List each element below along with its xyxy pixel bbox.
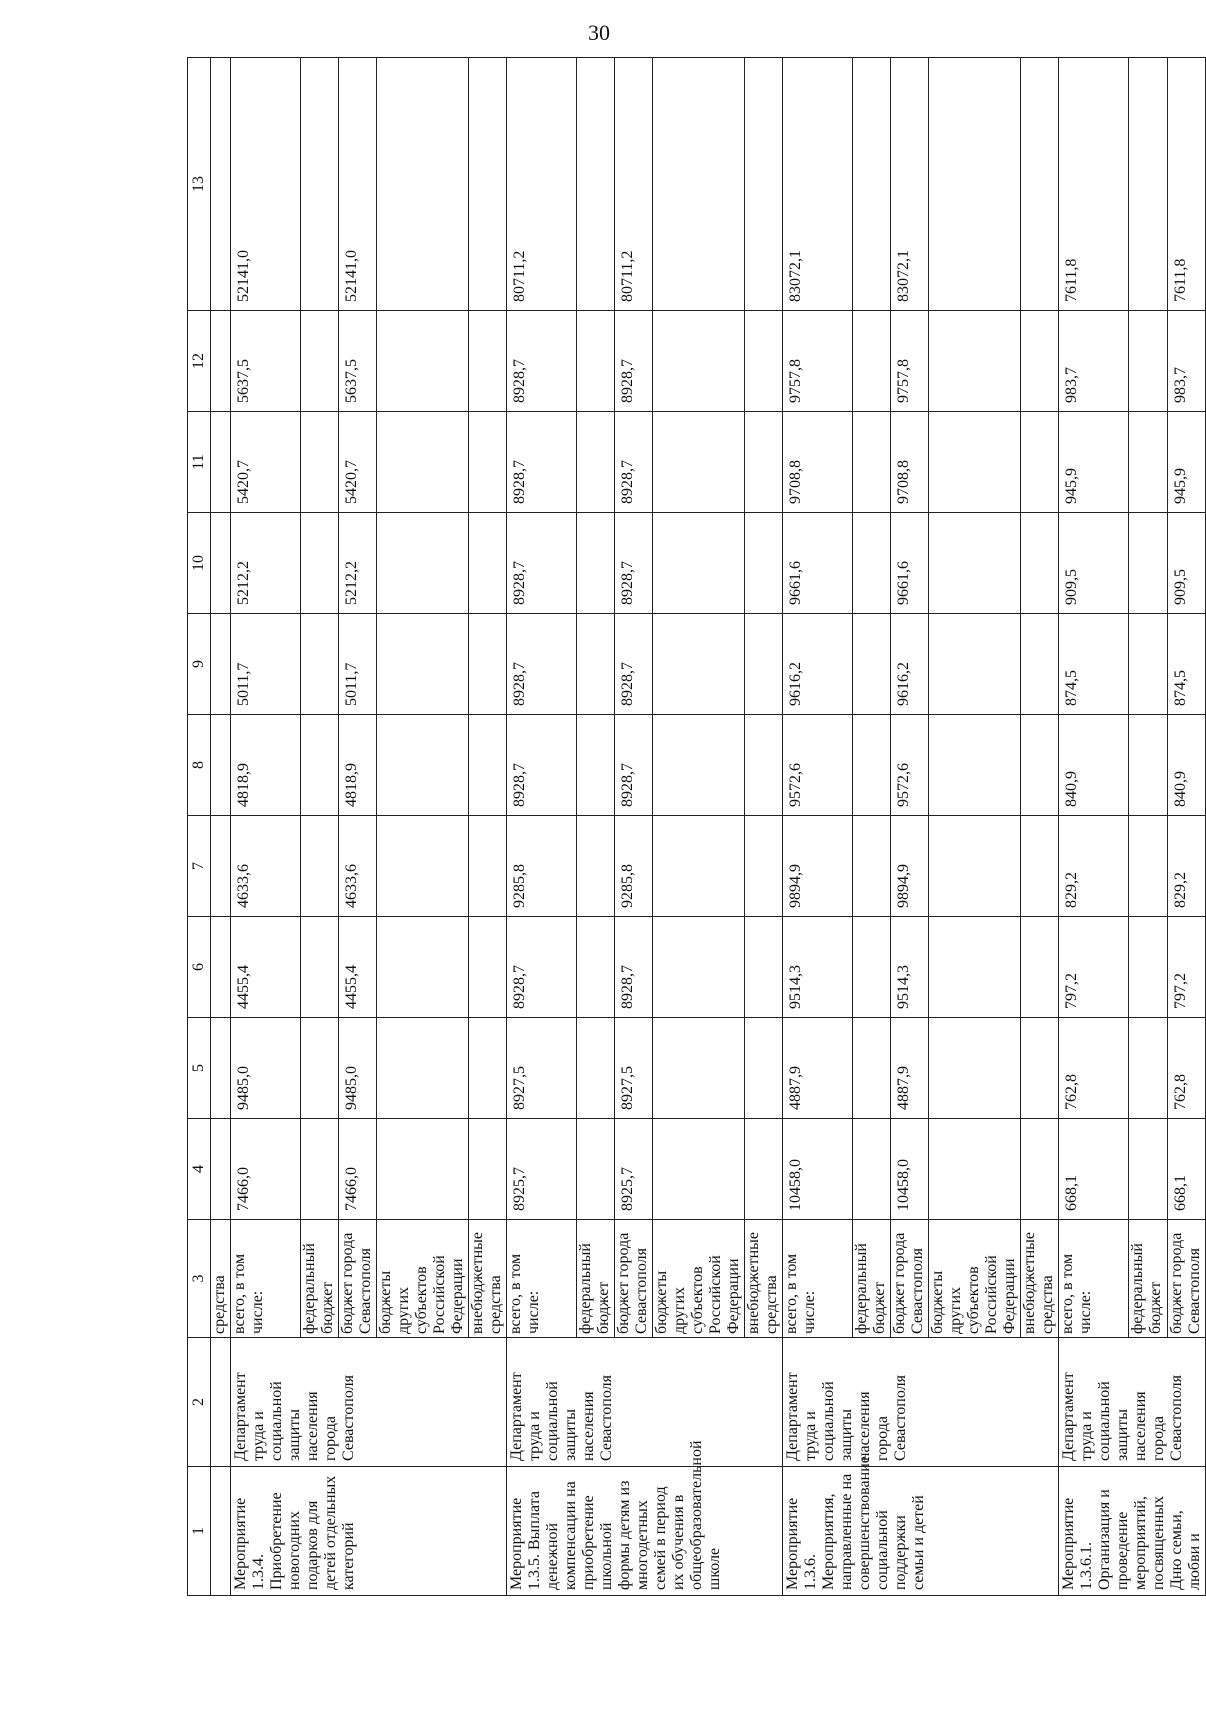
year-value-cell — [1021, 513, 1059, 614]
year-value-cell — [469, 513, 507, 614]
year-value-cell: 4887,9 — [891, 1018, 929, 1119]
carryover-cell — [211, 513, 231, 614]
year-value-cell — [745, 715, 783, 816]
year-value-cell: 5420,7 — [231, 412, 301, 513]
year-value-cell — [377, 1018, 469, 1119]
year-value-cell — [469, 917, 507, 1018]
year-value-cell — [745, 917, 783, 1018]
year-value-cell — [653, 816, 745, 917]
page-number: 30 — [588, 20, 610, 45]
year-value-cell: 8927,5 — [615, 1018, 653, 1119]
year-value-cell — [1021, 412, 1059, 513]
year-value-cell: 8925,7 — [507, 1119, 577, 1220]
funding-source-cell: бюджеты других субъектов Российской Федерации — [929, 1220, 1021, 1338]
year-value-cell: 983,7 — [1167, 311, 1205, 412]
year-value-cell: 874,5 — [1167, 614, 1205, 715]
year-value-cell — [377, 412, 469, 513]
column-header-12: 12 — [188, 311, 211, 412]
table-body — [211, 58, 1206, 1596]
year-value-cell — [469, 715, 507, 816]
year-value-cell — [577, 715, 615, 816]
year-value-cell — [577, 412, 615, 513]
year-value-cell: 5637,5 — [339, 311, 377, 412]
total-value-cell — [377, 58, 469, 311]
total-value-cell: 52141,0 — [231, 58, 301, 311]
activity-cell: Мероприятие 1.3.5. Выплата денежной компенсации на приобретение школьной формы детям из многодетных семей в период их обучения в общеобразовательной школе — [507, 1467, 783, 1596]
year-value-cell: 5212,2 — [339, 513, 377, 614]
year-value-cell: 8928,7 — [507, 412, 577, 513]
funding-source-cell: федеральный бюджет — [301, 1220, 339, 1338]
activity-cell: Мероприятие 1.3.4. Приобретение новогодних подарков для детей отдельных категорий — [231, 1467, 507, 1596]
total-value-cell — [577, 58, 615, 311]
year-value-cell — [653, 513, 745, 614]
year-value-cell — [1129, 1018, 1167, 1119]
year-value-cell — [653, 1119, 745, 1220]
year-value-cell: 8928,7 — [615, 614, 653, 715]
year-value-cell — [469, 311, 507, 412]
year-value-cell — [745, 1018, 783, 1119]
year-value-cell: 4633,6 — [231, 816, 301, 917]
year-value-cell — [853, 614, 891, 715]
year-value-cell — [1021, 715, 1059, 816]
year-value-cell: 9708,8 — [891, 412, 929, 513]
year-value-cell: 9285,8 — [615, 816, 653, 917]
year-value-cell: 5637,5 — [231, 311, 301, 412]
year-value-cell — [1021, 917, 1059, 1018]
year-value-cell: 9894,9 — [891, 816, 929, 917]
year-value-cell: 9514,3 — [891, 917, 929, 1018]
total-value-cell: 83072,1 — [783, 58, 853, 311]
total-value-cell — [653, 58, 745, 311]
year-value-cell: 4818,9 — [231, 715, 301, 816]
year-value-cell — [301, 412, 339, 513]
funding-source-cell: всего, в том числе: — [783, 1220, 853, 1338]
year-value-cell — [929, 1018, 1021, 1119]
carryover-cell — [211, 816, 231, 917]
total-value-cell — [1021, 58, 1059, 311]
carryover-cell — [211, 715, 231, 816]
year-value-cell — [377, 715, 469, 816]
year-value-cell — [301, 816, 339, 917]
year-value-cell: 9572,6 — [783, 715, 853, 816]
year-value-cell: 4633,6 — [339, 816, 377, 917]
year-value-cell: 945,9 — [1059, 412, 1129, 513]
year-value-cell — [377, 1119, 469, 1220]
year-value-cell — [1129, 412, 1167, 513]
year-value-cell: 8927,5 — [507, 1018, 577, 1119]
year-value-cell: 5011,7 — [231, 614, 301, 715]
year-value-cell — [929, 1119, 1021, 1220]
year-value-cell: 9485,0 — [339, 1018, 377, 1119]
year-value-cell: 5212,2 — [231, 513, 301, 614]
funding-source-cell: бюджет города Севастополя — [339, 1220, 377, 1338]
year-value-cell — [745, 311, 783, 412]
year-value-cell — [469, 412, 507, 513]
year-value-cell: 762,8 — [1167, 1018, 1205, 1119]
year-value-cell — [377, 614, 469, 715]
total-value-cell — [745, 58, 783, 311]
year-value-cell — [853, 412, 891, 513]
column-header-1: 1 — [188, 1467, 211, 1596]
year-value-cell: 668,1 — [1167, 1119, 1205, 1220]
total-value-cell — [1129, 58, 1167, 311]
year-value-cell — [577, 614, 615, 715]
carryover-cell — [211, 1119, 231, 1220]
column-header-9: 9 — [188, 614, 211, 715]
year-value-cell — [1021, 816, 1059, 917]
year-value-cell — [1129, 917, 1167, 1018]
year-value-cell: 840,9 — [1167, 715, 1205, 816]
year-value-cell — [1021, 614, 1059, 715]
year-value-cell: 10458,0 — [891, 1119, 929, 1220]
column-number-header — [188, 58, 211, 1596]
year-value-cell — [469, 614, 507, 715]
year-value-cell — [853, 1018, 891, 1119]
carryover-row — [211, 58, 231, 1596]
year-value-cell — [653, 412, 745, 513]
carryover-source: средства — [211, 1220, 231, 1338]
funding-source-cell: всего, в том числе: — [1059, 1220, 1129, 1338]
carryover-cell — [211, 412, 231, 513]
activity-cell: Мероприятие 1.3.6.1. Организация и проведение мероприятий, посвященных Дню семьи, любви и — [1059, 1467, 1206, 1596]
year-value-cell: 840,9 — [1059, 715, 1129, 816]
year-value-cell — [1129, 715, 1167, 816]
column-header-2: 2 — [188, 1338, 211, 1467]
year-value-cell — [745, 513, 783, 614]
funding-source-cell: бюджеты других субъектов Российской Федерации — [653, 1220, 745, 1338]
rotated-table-container — [187, 58, 1203, 1596]
year-value-cell — [1129, 311, 1167, 412]
column-header-3: 3 — [188, 1220, 211, 1338]
year-value-cell: 909,5 — [1167, 513, 1205, 614]
year-value-cell: 9616,2 — [783, 614, 853, 715]
funding-source-cell: бюджет города Севастополя — [615, 1220, 653, 1338]
table-row — [231, 58, 301, 1596]
year-value-cell — [301, 715, 339, 816]
carryover-cell — [211, 311, 231, 412]
column-header-4: 4 — [188, 1119, 211, 1220]
year-value-cell — [929, 311, 1021, 412]
year-value-cell: 9708,8 — [783, 412, 853, 513]
year-value-cell: 8928,7 — [507, 917, 577, 1018]
year-value-cell — [469, 1119, 507, 1220]
funding-source-cell: бюджет города Севастополя — [1167, 1220, 1205, 1338]
funding-source-cell: бюджет города Севастополя — [891, 1220, 929, 1338]
year-value-cell: 9572,6 — [891, 715, 929, 816]
year-value-cell: 9757,8 — [783, 311, 853, 412]
year-value-cell: 7466,0 — [339, 1119, 377, 1220]
year-value-cell: 829,2 — [1167, 816, 1205, 917]
year-value-cell: 4455,4 — [231, 917, 301, 1018]
year-value-cell: 945,9 — [1167, 412, 1205, 513]
year-value-cell — [469, 1018, 507, 1119]
year-value-cell — [1021, 311, 1059, 412]
year-value-cell — [301, 513, 339, 614]
column-header-7: 7 — [188, 816, 211, 917]
year-value-cell: 8928,7 — [615, 311, 653, 412]
total-value-cell — [929, 58, 1021, 311]
funding-source-cell: федеральный бюджет — [577, 1220, 615, 1338]
total-value-cell: 7611,8 — [1167, 58, 1205, 311]
year-value-cell: 762,8 — [1059, 1018, 1129, 1119]
funding-source-cell: всего, в том числе: — [231, 1220, 301, 1338]
year-value-cell: 874,5 — [1059, 614, 1129, 715]
year-value-cell: 5011,7 — [339, 614, 377, 715]
year-value-cell: 8928,7 — [615, 513, 653, 614]
year-value-cell: 8928,7 — [507, 311, 577, 412]
carryover-cell — [211, 917, 231, 1018]
year-value-cell: 9616,2 — [891, 614, 929, 715]
year-value-cell: 4887,9 — [783, 1018, 853, 1119]
year-value-cell: 797,2 — [1167, 917, 1205, 1018]
funding-source-cell: бюджеты других субъектов Российской Федерации — [377, 1220, 469, 1338]
year-value-cell — [745, 412, 783, 513]
year-value-cell — [853, 311, 891, 412]
year-value-cell — [377, 513, 469, 614]
year-value-cell: 8928,7 — [507, 715, 577, 816]
year-value-cell: 7466,0 — [231, 1119, 301, 1220]
year-value-cell: 8928,7 — [507, 614, 577, 715]
year-value-cell — [653, 917, 745, 1018]
year-value-cell: 9661,6 — [891, 513, 929, 614]
year-value-cell — [929, 917, 1021, 1018]
total-value-cell: 80711,2 — [615, 58, 653, 311]
year-value-cell — [377, 816, 469, 917]
year-value-cell — [577, 513, 615, 614]
total-value-cell — [301, 58, 339, 311]
year-value-cell — [653, 1018, 745, 1119]
year-value-cell: 4818,9 — [339, 715, 377, 816]
year-value-cell — [929, 412, 1021, 513]
total-value-cell: 7611,8 — [1059, 58, 1129, 311]
year-value-cell: 9485,0 — [231, 1018, 301, 1119]
year-value-cell — [469, 816, 507, 917]
column-header-6: 6 — [188, 917, 211, 1018]
executor-cell: Департамент труда и социальной защиты населения Севастополя — [507, 1338, 783, 1467]
year-value-cell: 8928,7 — [615, 917, 653, 1018]
table-row — [507, 58, 577, 1596]
year-value-cell — [577, 1119, 615, 1220]
year-value-cell: 4455,4 — [339, 917, 377, 1018]
carryover-cell — [211, 1338, 231, 1467]
year-value-cell: 8928,7 — [507, 513, 577, 614]
year-value-cell: 10458,0 — [783, 1119, 853, 1220]
year-value-cell: 9285,8 — [507, 816, 577, 917]
year-value-cell: 909,5 — [1059, 513, 1129, 614]
year-value-cell — [853, 1119, 891, 1220]
funding-source-cell: внебюджетные средства — [1021, 1220, 1059, 1338]
year-value-cell — [653, 311, 745, 412]
year-value-cell — [1021, 1018, 1059, 1119]
column-header-8: 8 — [188, 715, 211, 816]
funding-source-cell: внебюджетные средства — [469, 1220, 507, 1338]
year-value-cell — [1129, 1119, 1167, 1220]
year-value-cell — [577, 1018, 615, 1119]
column-header-13: 13 — [188, 58, 211, 311]
year-value-cell — [377, 917, 469, 1018]
year-value-cell: 983,7 — [1059, 311, 1129, 412]
executor-cell: Департамент труда и социальной защиты населения города Севастополя — [783, 1338, 1059, 1467]
funding-source-cell: всего, в том числе: — [507, 1220, 577, 1338]
year-value-cell — [1129, 614, 1167, 715]
year-value-cell: 9661,6 — [783, 513, 853, 614]
table-row — [783, 58, 853, 1596]
year-value-cell — [301, 917, 339, 1018]
year-value-cell — [745, 614, 783, 715]
year-value-cell: 8925,7 — [615, 1119, 653, 1220]
year-value-cell — [653, 715, 745, 816]
year-value-cell: 9514,3 — [783, 917, 853, 1018]
year-value-cell — [301, 311, 339, 412]
column-header-5: 5 — [188, 1018, 211, 1119]
year-value-cell — [929, 715, 1021, 816]
year-value-cell: 797,2 — [1059, 917, 1129, 1018]
year-value-cell — [929, 816, 1021, 917]
year-value-cell — [745, 816, 783, 917]
year-value-cell — [929, 614, 1021, 715]
year-value-cell — [853, 513, 891, 614]
total-value-cell — [853, 58, 891, 311]
year-value-cell: 9757,8 — [891, 311, 929, 412]
year-value-cell — [929, 513, 1021, 614]
table-row — [1059, 58, 1129, 1596]
carryover-cell — [211, 614, 231, 715]
funding-source-cell: федеральный бюджет — [853, 1220, 891, 1338]
total-value-cell — [469, 58, 507, 311]
year-value-cell: 9894,9 — [783, 816, 853, 917]
year-value-cell: 8928,7 — [615, 412, 653, 513]
total-value-cell: 52141,0 — [339, 58, 377, 311]
year-value-cell — [653, 614, 745, 715]
total-value-cell: 83072,1 — [891, 58, 929, 311]
year-value-cell — [745, 1119, 783, 1220]
year-value-cell: 668,1 — [1059, 1119, 1129, 1220]
column-header-11: 11 — [188, 412, 211, 513]
year-value-cell — [301, 1119, 339, 1220]
carryover-cell — [211, 1018, 231, 1119]
carryover-cell — [211, 1467, 231, 1596]
budget-table — [187, 57, 1206, 1596]
year-value-cell — [577, 816, 615, 917]
activity-cell: Мероприятие 1.3.6. Мероприятия, направленные на совершенствование социальной поддержки семьи и детей — [783, 1467, 1059, 1596]
executor-cell: Департамент труда и социальной защиты населения города Севастополя — [1059, 1338, 1206, 1467]
funding-source-cell: федеральный бюджет — [1129, 1220, 1167, 1338]
year-value-cell — [301, 614, 339, 715]
executor-cell: Департамент труда и социальной защиты населения города Севастополя — [231, 1338, 507, 1467]
year-value-cell: 5420,7 — [339, 412, 377, 513]
year-value-cell — [577, 917, 615, 1018]
year-value-cell — [377, 311, 469, 412]
year-value-cell — [1129, 513, 1167, 614]
year-value-cell — [1129, 816, 1167, 917]
funding-source-cell: внебюджетные средства — [745, 1220, 783, 1338]
year-value-cell — [853, 917, 891, 1018]
year-value-cell: 8928,7 — [615, 715, 653, 816]
carryover-cell — [211, 58, 231, 311]
total-value-cell: 80711,2 — [507, 58, 577, 311]
column-header-10: 10 — [188, 513, 211, 614]
year-value-cell — [577, 311, 615, 412]
year-value-cell: 829,2 — [1059, 816, 1129, 917]
year-value-cell — [853, 715, 891, 816]
year-value-cell — [301, 1018, 339, 1119]
year-value-cell — [1021, 1119, 1059, 1220]
year-value-cell — [853, 816, 891, 917]
